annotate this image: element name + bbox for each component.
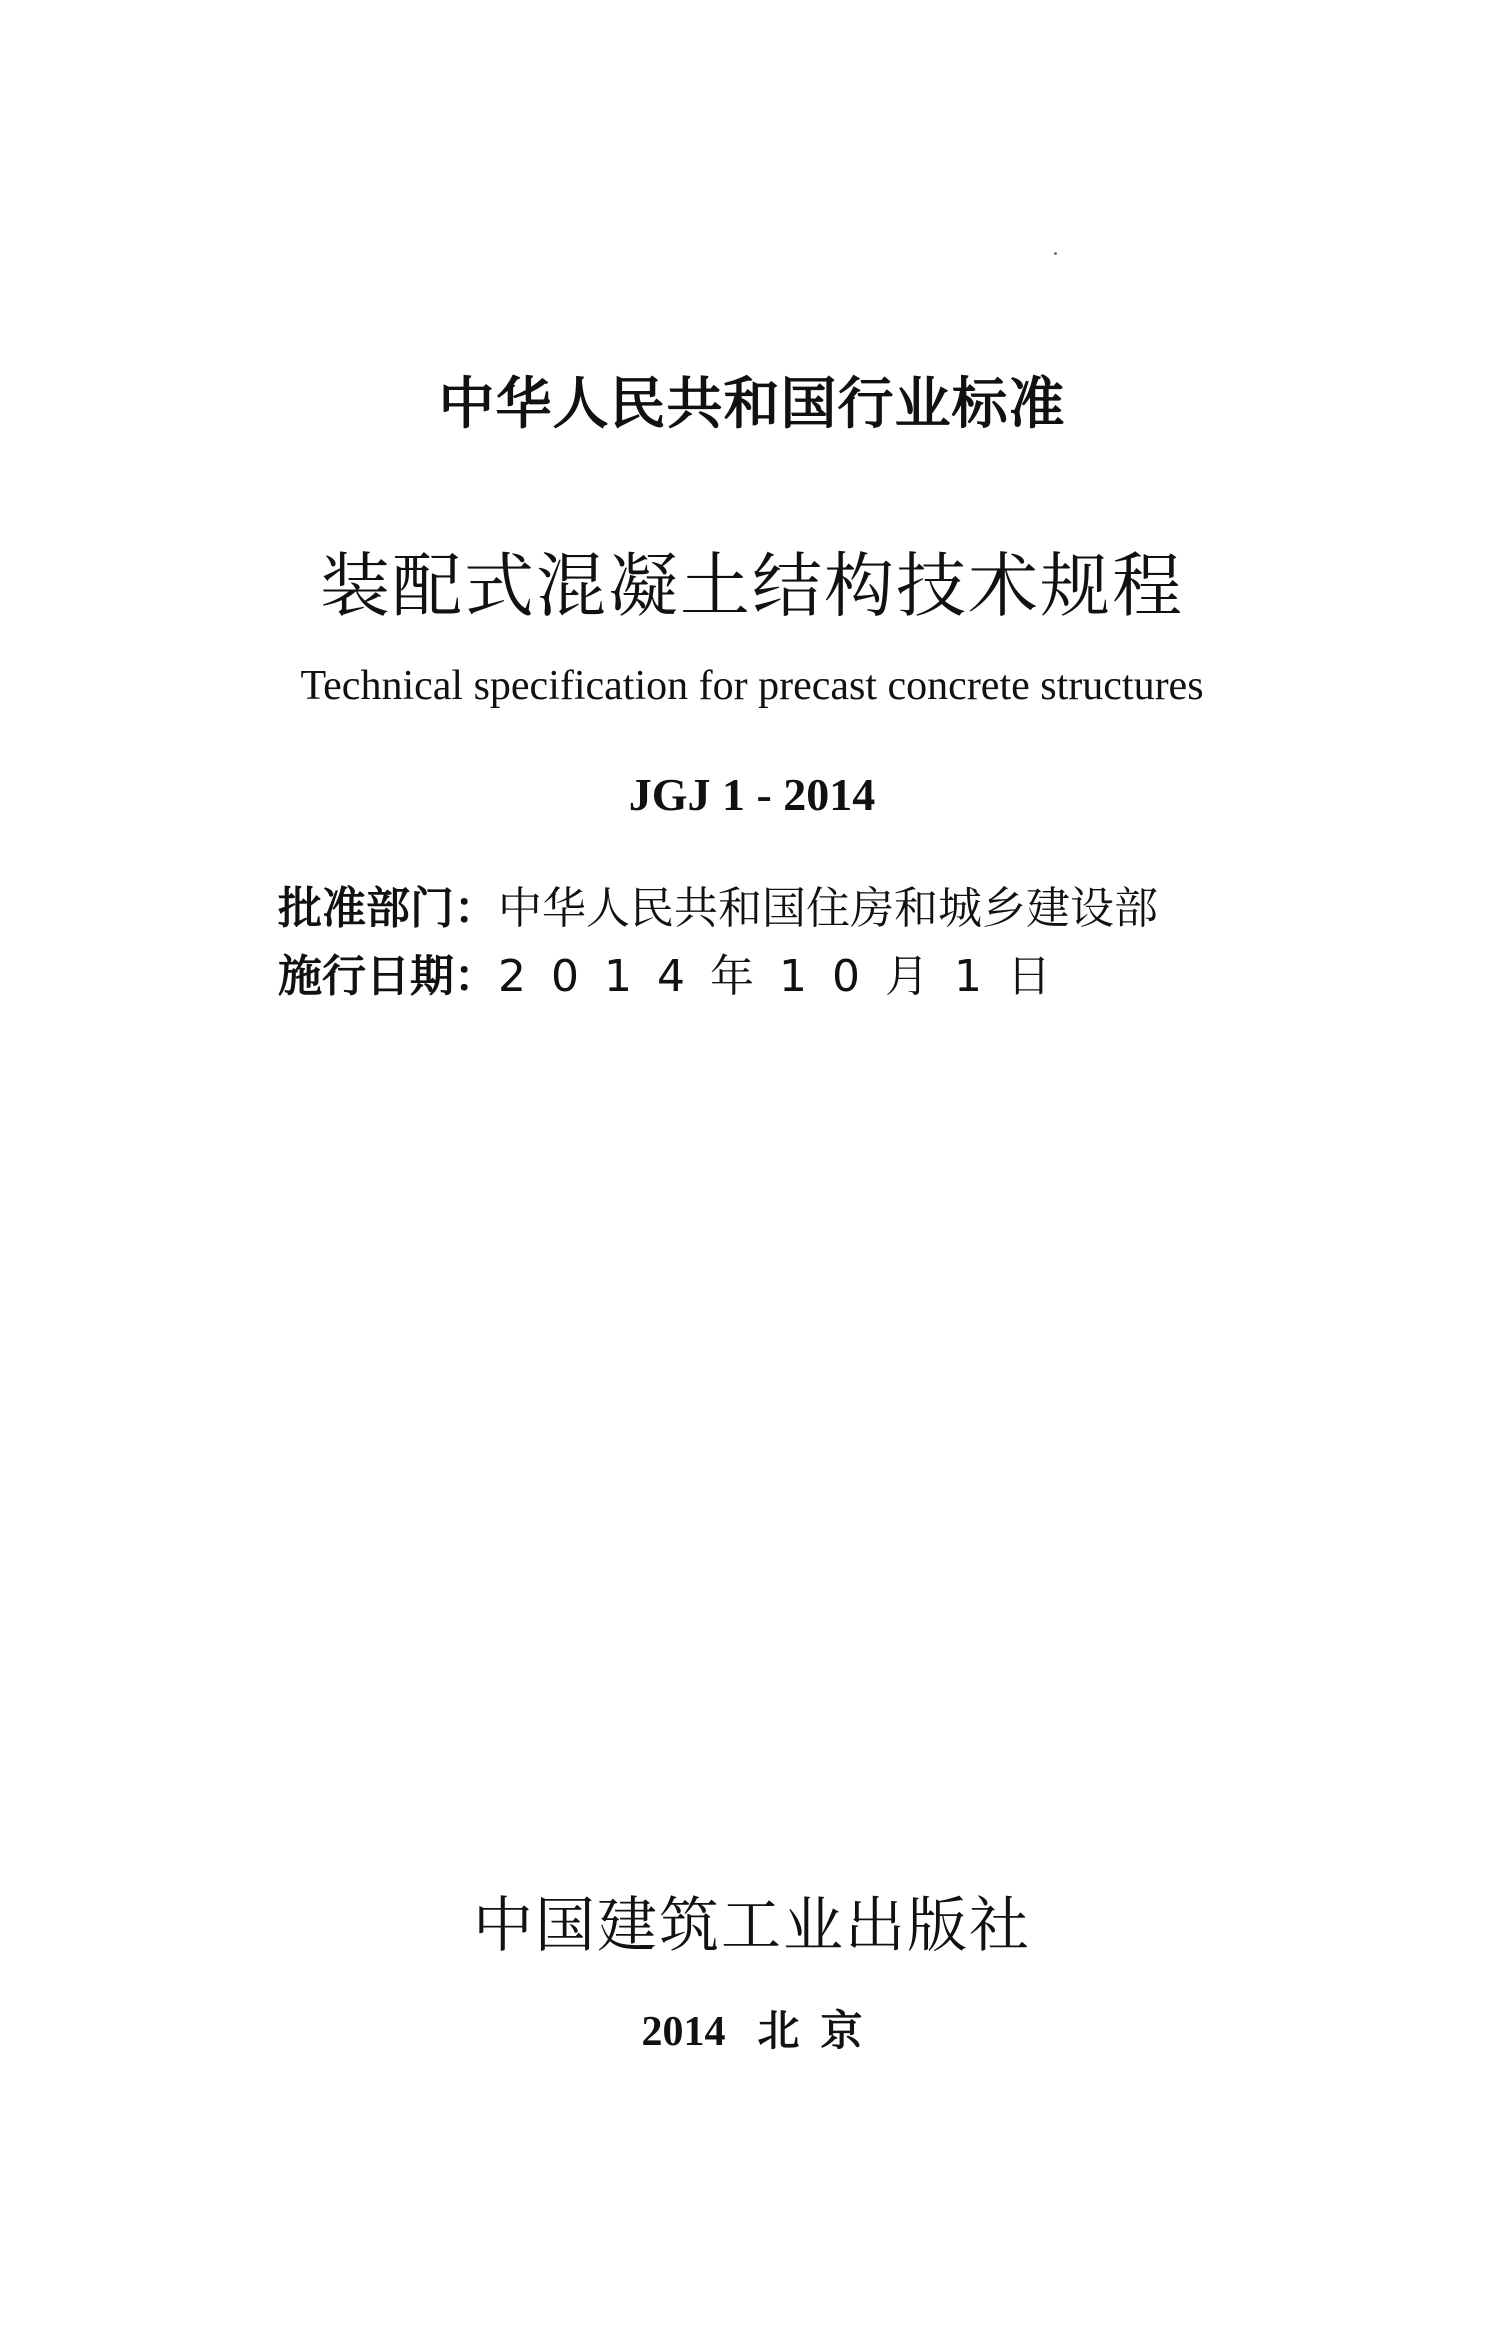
publisher-name: 中国建筑工业出版社 bbox=[473, 1891, 1031, 1961]
effective-date-value: 2014年10月1日 bbox=[498, 951, 1076, 1002]
standard-code: JGJ 1 - 2014 bbox=[628, 769, 876, 820]
effective-date-line bbox=[278, 940, 1076, 1004]
approval-line bbox=[278, 872, 1158, 936]
document-title-cn: 装配式混凝土结构技术规程 bbox=[320, 545, 1184, 627]
approval-label: 批准部门： bbox=[278, 883, 498, 934]
document-title-en: Technical specification for precast concrete structures bbox=[300, 663, 1204, 709]
effective-date-label: 施行日期： bbox=[278, 951, 498, 1002]
approval-value: 中华人民共和国住房和城乡建设部 bbox=[498, 883, 1158, 934]
imprint-line bbox=[0, 1998, 1504, 2058]
imprint-city: 北 京 bbox=[757, 2009, 863, 2055]
scan-speck bbox=[1054, 252, 1057, 255]
imprint-year: 2014 bbox=[641, 2009, 726, 2055]
series-title: 中华人民共和国行业标准 bbox=[438, 372, 1066, 437]
